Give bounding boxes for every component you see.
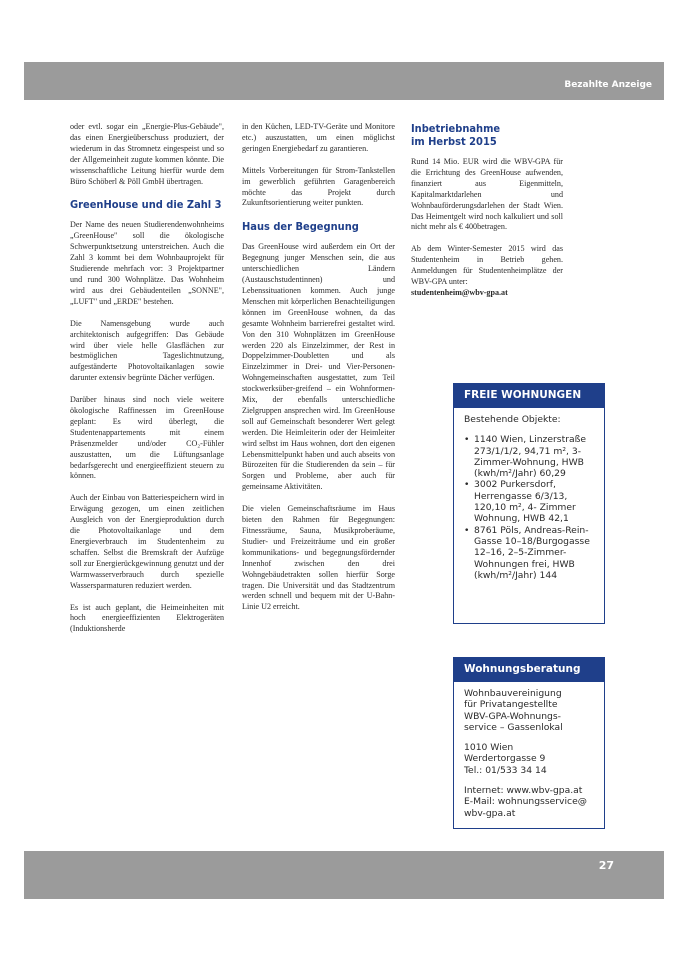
paragraph: Mittels Vorbereitungen für Strom-Tankstellen im gewerblich geführten Garagenbereich möchte das Projekt durch Zukunftsorientierung weiter punkten. xyxy=(242,165,395,208)
paragraph: in den Küchen, LED-TV-Geräte und Monitore etc.) auszustatten, um einen möglichst geringen Energiebedarf zu garantieren. xyxy=(242,122,395,153)
housing-advice-box xyxy=(453,657,605,829)
paragraph: Die Namensgebung wurde auch architektonisch aufgegriffen: Das Gebäude wird über viele helle Glasflächen zur bestmöglichen Tageslichtnutzung, aufgeständerte Photovoltaikanlagen sowie darunter extensiv begrünte Dächer verfügen. xyxy=(70,318,224,383)
paragraph: Ab dem Winter-Semester 2015 wird das Studentenheim in Betrieb gehen. Anmeldungen für Studentenheimplätze der WBV-GPA unter: xyxy=(411,244,563,287)
list-item: • 8761 Pöls, Andreas-Rein-Gasse 10–18/Burgogasse 12–16, 2–5-Zimmer-Wohnungen frei, HWB (kwh/m²/Jahr) 144 xyxy=(464,525,594,581)
free-apartments-box xyxy=(453,383,605,624)
list-item: • 3002 Purkersdorf, Herrengasse 6/3/13, 120,10 m², 4- Zimmer Wohnung, HWB 42,1 xyxy=(464,479,594,524)
apartment-list xyxy=(464,434,594,581)
paragraph: Rund 14 Mio. EUR wird die WBV-GPA für die Errichtung des GreenHouse aufwenden, finanziert aus Eigenmitteln, Kapitalmarktdarlehen und Wohnbauförderungsdarlehen der Stadt Wien. Das Heimentgelt wird noch kalkuliert und soll nicht mehr als € 400betragen. xyxy=(411,157,563,232)
list-item: • 1140 Wien, Linzerstraße 273/1/1/2, 94,71 m², 3-Zimmer-Wohnung, HWB (kwh/m²/Jahr) 60,29 xyxy=(464,434,594,479)
box-subtitle: Bestehende Objekte: xyxy=(464,414,561,425)
paragraph: oder evtl. sogar ein „Energie-Plus-Gebäude", das einen Energieüberschuss produziert, der wiederum in das Stromnetz eingespeist und so der Allgemeinheit zugute kommen könnte. Die wissenschaftliche Leitung hierfür wurde dem Büro Schöberl & Pöll GmbH übertragen. xyxy=(70,122,224,186)
column-3 xyxy=(411,122,563,299)
section-heading: Haus der Begegnung xyxy=(242,220,359,234)
contact-info[interactable]: Internet: www.wbv-gpa.at E-Mail: wohnungsservice@ wbv-gpa.at xyxy=(464,785,587,819)
paragraph: Das GreenHouse wird außerdem ein Ort der Begegnung junger Menschen sein, die aus unterschiedlichen Ländern (Austauschstudentinnen) und Lebenssituationen kommen. Auch junge Menschen mit körperlichen Benachteiligungen können im GreenHouse wohnen, da das gesamte Wohnheim barrierefrei gestaltet wird. Von den 310 Wohnplätzen im GreenHouse werden 220 als Einzelzimmer, der Rest in Doppelzimmer-Doubletten und als Einzelzimmer in Drei- und Vier-Personen-Wohngemeinschaften ausgestattet, zum Teil stockwerksüber-greifend – ein Wohnformen-Mix, der ebenfalls unterschiedliche Zielgruppen ansprechen wird. Im GreenHouse soll auf Gemeinschaft besonderer Wert gelegt werden. Die Heimleiterin oder der Heimleiter wird selbst im Haus wohnen, dort den eigenen Lebensmittelpunkt haben und auch abseits von Bürozeiten für die Studierenden da sein – für Sorgen und Probleme, aber auch für gemeinsame Aktivitäten. xyxy=(242,242,395,492)
footer-bar xyxy=(24,851,664,899)
paragraph: Die vielen Gemeinschaftsräume im Haus bieten den Rahmen für Begegnungen: Fitnessräume, Sauna, Musikproberäume, Studier- und Freizeiträume und ein großer kommunikations- und begegnungsfördernder Innenhof zwischen den drei Wohngebäudetrakten sollen hierfür Sorge tragen. Die Universität und das Stadtzentrum werden schnell und bequem mit der U-Bahn-Linie U2 erreicht. xyxy=(242,504,395,612)
email-link[interactable]: studentenheim@wbv-gpa.at xyxy=(411,287,508,297)
column-1 xyxy=(70,122,224,646)
paragraph: Auch der Einbau von Batteriespeichern wird in Erwägung gezogen, um einen zeitlichen Ausgleich von der Energieproduktion durch die Photovoltaikanlage und dem Energieverbrauch im Studentenheim zu schaffen. Selbst die Bremskraft der Aufzüge soll zur Energierückgewinnung genutzt und der Warmwasserverbrauch durch spezielle Wassersparmaturen reduziert werden. xyxy=(70,493,224,590)
paragraph: Darüber hinaus sind noch viele weitere ökologische Raffinessen im GreenHouse geplant: Es wird überlegt, die Studentenappartements mit einem Präsenzmelder und/oder CO₂-Fühler auszustatten, um die Lüftungsanlage bedarfsgerecht und energieeffizient steuern zu können. xyxy=(70,395,224,481)
column-2 xyxy=(242,122,395,624)
organization-name: Wohnbauvereinigung für Privatangestellte WBV-GPA-Wohnungs- service – Gassenlokal xyxy=(464,688,563,733)
section-heading: GreenHouse und die Zahl 3 xyxy=(70,198,222,212)
address: 1010 Wien Werdertorgasse 9 Tel.: 01/533 34 14 xyxy=(464,742,547,776)
box-title: FREIE WOHNUNGEN xyxy=(454,384,604,408)
header-bar xyxy=(24,62,664,100)
paragraph: Es ist auch geplant, die Heimeinheiten mit hoch energieeffizienten Elektrogeräten (Induktionsherde xyxy=(70,602,224,634)
paid-ad-label: Bezahlte Anzeige xyxy=(564,80,652,90)
paragraph: Der Name des neuen Studierendenwohnheims „GreenHouse" soll die ökologische Schwerpunktsetzung unterstreichen. Auch die Zahl 3 kommt bei dem Wohnbauprojekt für Studierende mehrfach vor: 3 Projektpartner und rund 300 Wohnplätze. Das Wohnheim wird aus drei Gebäudenteilen „SONNE", „LUFT" und „ERDE" bestehen. xyxy=(70,220,224,306)
section-heading: Inbetriebnahme im Herbst 2015 xyxy=(411,122,501,148)
page-number: 27 xyxy=(598,859,614,872)
box-title: Wohnungsberatung xyxy=(454,658,604,682)
